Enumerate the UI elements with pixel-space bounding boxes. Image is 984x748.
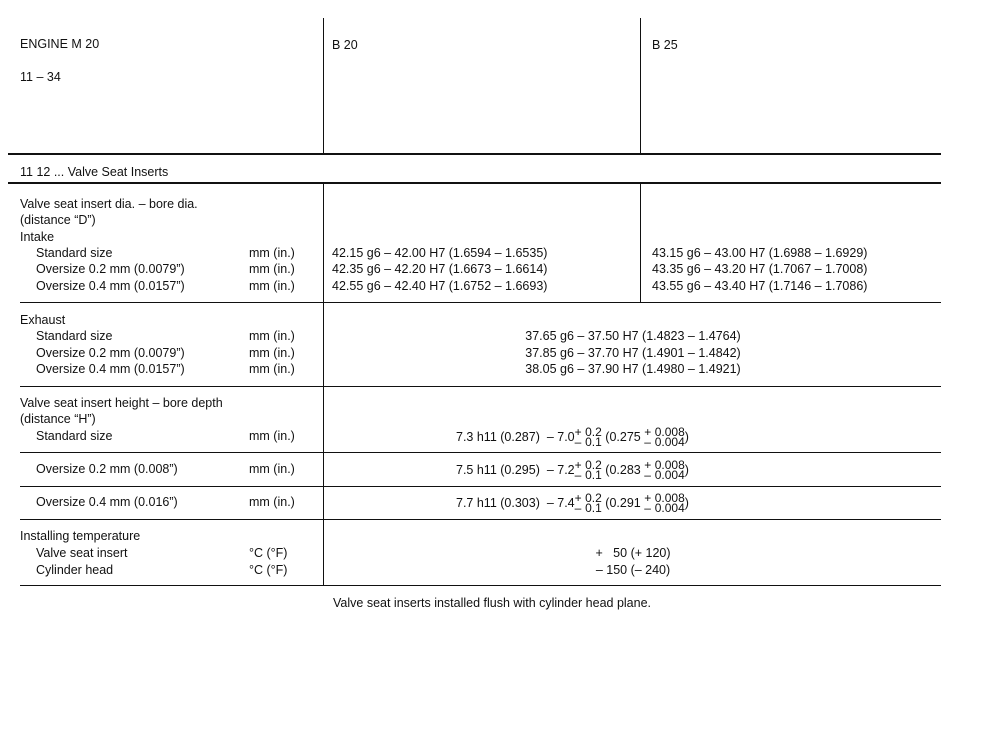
height-tol-inch (654, 457, 685, 482)
height-row-label: Oversize 0.4 mm (0.016”) (36, 495, 178, 509)
height-row-label: Oversize 0.2 mm (0.008”) (36, 462, 178, 476)
tol-up: 0.008 (654, 424, 685, 439)
insert-height-title: Valve seat insert height – bore depth (20, 396, 223, 410)
exhaust-row-label: Oversize 0.4 mm (0.0157”) (36, 362, 185, 376)
tol-minus-sign: – (574, 434, 582, 449)
engine-title: ENGINE M 20 (20, 37, 100, 51)
exhaust-row-unit: mm (in.) (249, 329, 295, 343)
tol-up: 0.2 (585, 424, 602, 439)
height-close: ) (684, 429, 689, 444)
tol-plus-sign: + (644, 424, 652, 439)
height-tol-mm (585, 424, 602, 449)
intake-row-b25: 43.15 g6 – 43.00 H7 (1.6988 – 1.6929) (652, 246, 868, 260)
installing-row-label: Valve seat insert (36, 546, 128, 560)
height-main: 7.3 h11 (0.287) (456, 429, 540, 444)
intake-label: Intake (20, 230, 55, 244)
height-inch-nominal: (0.275 (605, 429, 641, 444)
divider-col1-body (323, 183, 324, 585)
tol-down: 0.004 (654, 500, 685, 515)
exhaust-row-value: 37.85 g6 – 37.70 H7 (1.4901 – 1.4842) (525, 346, 741, 360)
rule-table-end (20, 585, 941, 586)
tol-minus-sign: – (574, 500, 582, 515)
insert-dia-subtitle: (distance “D”) (20, 213, 96, 227)
exhaust-label: Exhaust (20, 313, 66, 327)
divider-col1 (323, 18, 324, 153)
exhaust-row-unit: mm (in.) (249, 346, 295, 360)
section-title: 11 12 ... Valve Seat Inserts (20, 165, 169, 179)
rule-header-bottom (8, 153, 941, 155)
intake-row-b20: 42.55 g6 – 42.40 H7 (1.6752 – 1.6693) (332, 279, 548, 293)
height-row-unit: mm (in.) (249, 429, 295, 443)
height-inch-signs (644, 424, 652, 449)
installing-row-unit: °C (°F) (249, 563, 288, 577)
tol-up: 0.2 (585, 490, 602, 505)
tol-down: 0.1 (585, 467, 602, 482)
intake-row-unit: mm (in.) (249, 279, 295, 293)
exhaust-row-label: Standard size (36, 329, 113, 343)
footnote: Valve seat inserts installed flush with cylinder head plane. (333, 596, 651, 610)
height-nominal: – 7.4 (546, 495, 575, 510)
tol-down: 0.004 (654, 434, 685, 449)
tol-up: 0.008 (654, 457, 685, 472)
tol-down: 0.1 (585, 500, 602, 515)
intake-row-b20: 42.35 g6 – 42.20 H7 (1.6673 – 1.6614) (332, 262, 548, 276)
intake-row-unit: mm (in.) (249, 262, 295, 276)
tol-plus-sign: + (574, 424, 582, 439)
height-tol-signs (574, 424, 582, 449)
intake-row-b25: 43.55 g6 – 43.40 H7 (1.7146 – 1.7086) (652, 279, 868, 293)
tol-minus-sign: – (644, 500, 651, 515)
height-row-value (456, 452, 689, 487)
rule-intake-end (20, 302, 941, 303)
installing-row-unit: °C (°F) (249, 546, 288, 560)
rule-exhaust-end (20, 386, 941, 387)
exhaust-row-label: Oversize 0.2 mm (0.0079”) (36, 346, 185, 360)
intake-row-unit: mm (in.) (249, 246, 295, 260)
height-inch-signs (644, 490, 652, 515)
installing-row-label: Cylinder head (36, 563, 114, 577)
height-tol-inch (654, 424, 685, 449)
height-inch-nominal: (0.283 (605, 462, 641, 477)
tol-up: 0.008 (654, 490, 685, 505)
height-main: 7.7 h11 (0.303) (456, 495, 540, 510)
height-row-value (456, 485, 689, 520)
tol-plus-sign: + (574, 490, 582, 505)
height-row-value (456, 419, 689, 454)
divider-col2-body (640, 183, 641, 302)
exhaust-row-value: 38.05 g6 – 37.90 H7 (1.4980 – 1.4921) (525, 362, 741, 376)
height-row-unit: mm (in.) (249, 495, 295, 509)
height-close: ) (684, 495, 689, 510)
section-number: 11 – 34 (20, 70, 61, 84)
intake-row-b20: 42.15 g6 – 42.00 H7 (1.6594 – 1.6535) (332, 246, 548, 260)
installing-row-value: + 50 (+ 120) (595, 546, 671, 560)
height-inch-nominal: (0.291 (605, 495, 641, 510)
exhaust-row-unit: mm (in.) (249, 362, 295, 376)
installing-title: Installing temperature (20, 529, 141, 543)
tol-down: 0.004 (654, 467, 685, 482)
tol-plus-sign: + (574, 457, 582, 472)
tol-down: 0.1 (585, 434, 602, 449)
insert-dia-title: Valve seat insert dia. – bore dia. (20, 197, 198, 211)
installing-row-value: – 150 (– 240) (595, 563, 671, 577)
tol-plus-sign: + (644, 457, 652, 472)
height-nominal: – 7.0 (546, 429, 575, 444)
divider-col2 (640, 18, 641, 153)
column-header-b20: B 20 (332, 38, 358, 52)
height-row-unit: mm (in.) (249, 462, 295, 476)
height-main: 7.5 h11 (0.295) (456, 462, 540, 477)
height-row-label: Standard size (36, 429, 113, 443)
height-inch-signs (644, 457, 652, 482)
height-tol-signs (574, 490, 582, 515)
rule-section-title (8, 182, 941, 184)
intake-row-label: Standard size (36, 246, 113, 260)
column-header-b25: B 25 (652, 38, 678, 52)
height-tol-mm (585, 490, 602, 515)
intake-row-label: Oversize 0.4 mm (0.0157”) (36, 279, 185, 293)
height-close: ) (684, 462, 689, 477)
height-nominal: – 7.2 (546, 462, 575, 477)
intake-row-label: Oversize 0.2 mm (0.0079”) (36, 262, 185, 276)
tol-minus-sign: – (644, 434, 651, 449)
tol-minus-sign: – (644, 467, 651, 482)
insert-height-subtitle: (distance “H”) (20, 412, 96, 426)
exhaust-row-value: 37.65 g6 – 37.50 H7 (1.4823 – 1.4764) (525, 329, 741, 343)
tol-up: 0.2 (585, 457, 602, 472)
height-tol-inch (654, 490, 685, 515)
intake-row-b25: 43.35 g6 – 43.20 H7 (1.7067 – 1.7008) (652, 262, 868, 276)
height-tol-signs (574, 457, 582, 482)
height-tol-mm (585, 457, 602, 482)
tol-plus-sign: + (644, 490, 652, 505)
tol-minus-sign: – (574, 467, 582, 482)
